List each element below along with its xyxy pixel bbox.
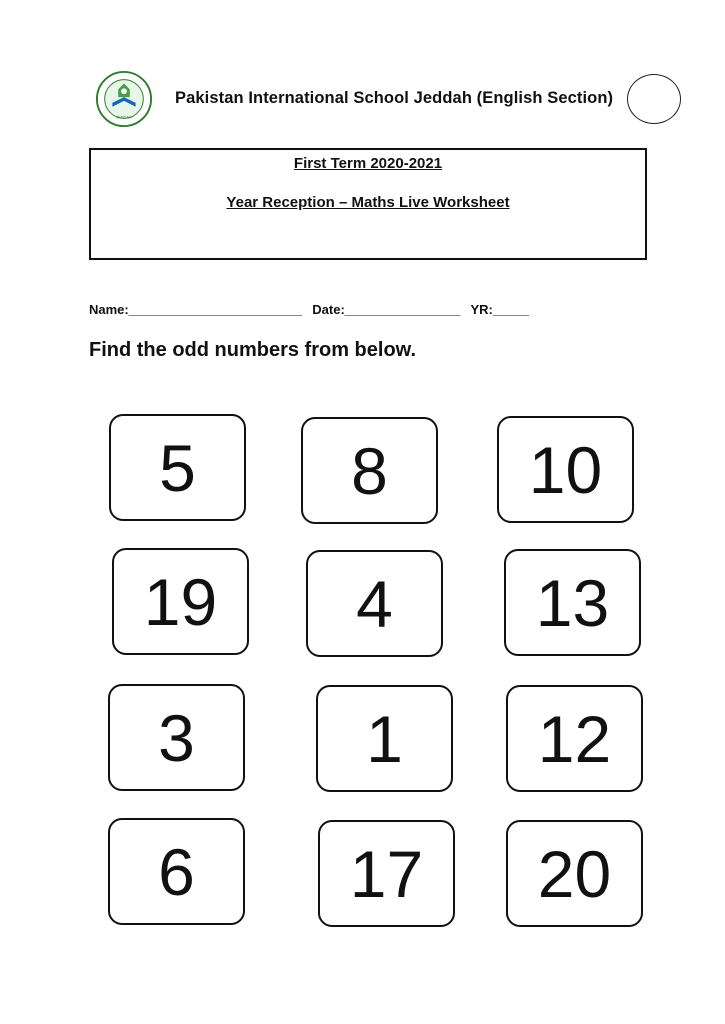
number-tile[interactable]: 19 <box>112 548 249 655</box>
number-tile[interactable]: 10 <box>497 416 634 523</box>
grade-circle <box>627 74 681 124</box>
number-tile[interactable]: 17 <box>318 820 455 927</box>
logo-city-text: JEDDAH <box>116 115 132 120</box>
school-logo <box>95 70 153 128</box>
year-field[interactable]: YR:_____ <box>470 302 529 317</box>
name-field[interactable]: Name:________________________ <box>89 302 303 317</box>
number-tile[interactable]: 5 <box>109 414 246 521</box>
number-tile[interactable]: 3 <box>108 684 245 791</box>
number-tile[interactable]: 6 <box>108 818 245 925</box>
date-field[interactable]: Date:________________ <box>312 302 461 317</box>
number-tile[interactable]: 8 <box>301 417 438 524</box>
instruction-text: Find the odd numbers from below. <box>89 339 417 361</box>
number-tile[interactable]: 20 <box>506 820 643 927</box>
student-fields <box>89 302 539 317</box>
title-box <box>89 148 647 260</box>
number-tile[interactable]: 13 <box>504 549 641 656</box>
number-tile[interactable]: 4 <box>306 550 443 657</box>
term-title: First Term 2020-2021 <box>293 155 443 172</box>
worksheet-title: Year Reception – Maths Live Worksheet <box>226 194 510 211</box>
number-tile[interactable]: 1 <box>316 685 453 792</box>
number-tile[interactable]: 12 <box>506 685 643 792</box>
school-name: Pakistan International School Jeddah (English Section) <box>175 89 614 107</box>
